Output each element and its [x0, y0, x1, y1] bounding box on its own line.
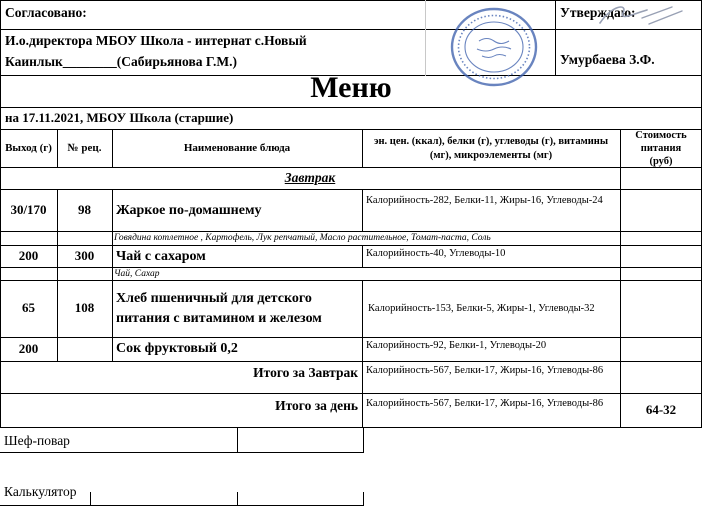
- total-day-cost: 64-32: [645, 401, 677, 417]
- dish-name: Сок фруктовый 0,2: [116, 341, 238, 357]
- grid-line: [0, 361, 702, 362]
- dish-nutrition: Калорийность-282, Белки-11, Жиры-16, Углеводы-24: [366, 195, 603, 206]
- director-line-2: Каинлык________(Сабирьянова Г.М.): [5, 54, 237, 69]
- total-day-nutrition: Калорийность-567, Белки-17, Жиры-16, Углеводы-86: [366, 398, 604, 409]
- total-breakfast-nutrition: Калорийность-567, Белки-17, Жиры-16, Углеводы-86: [366, 365, 604, 376]
- dish-output: 200: [18, 340, 39, 356]
- grid-line: [0, 107, 702, 108]
- dish-name: Чай с сахаром: [116, 248, 206, 264]
- approved-label: Согласовано:: [5, 5, 87, 20]
- col-header-recipe: № рец.: [67, 141, 102, 154]
- grid-line: [362, 189, 363, 232]
- calculator-label: Калькулятор: [4, 484, 77, 499]
- director-line-1: И.о.директора МБОУ Школа - интернат с.Новый: [5, 33, 307, 48]
- dish-recipe-number: 108: [74, 300, 95, 316]
- col-header-nutrition: эн. цен. (ккал), белки (г), углеводы (г), витамины (мг), микроэлементы (мг): [373, 136, 609, 161]
- grid-line: [620, 129, 621, 428]
- dish-output: 30/170: [10, 202, 47, 218]
- dish-output: 65: [22, 300, 35, 316]
- signature-scribble: [592, 1, 692, 31]
- grid-line: [363, 492, 364, 506]
- total-day-label: Итого за день: [275, 398, 358, 413]
- grid-line: [237, 427, 238, 453]
- dish-ingredients: Говядина котлетное , Картофель, Лук репчатый, Масло растительное, Томат-паста, Соль: [114, 233, 491, 243]
- dish-nutrition: Калорийность-40, Углеводы-10: [366, 248, 506, 259]
- grid-line: [0, 393, 702, 394]
- grid-line: [425, 0, 426, 76]
- grid-line: [90, 492, 91, 506]
- grid-line: [0, 427, 702, 428]
- total-breakfast-label: Итого за Завтрак: [253, 365, 358, 380]
- dish-name: Жаркое по-домашнему: [116, 202, 262, 218]
- grid-line: [112, 189, 113, 362]
- grid-line: [362, 245, 363, 268]
- signature-line: [0, 452, 363, 453]
- page-title: Меню: [310, 71, 392, 104]
- dish-nutrition: Калорийность-92, Белки-1, Углеводы-20: [366, 340, 547, 351]
- dish-name: Хлеб пшеничный для детского питания с витамином и железом: [116, 290, 322, 326]
- dish-output: 200: [18, 248, 39, 264]
- dish-nutrition: Калорийность-153, Белки-5, Жиры-1, Углеводы-32: [368, 302, 595, 314]
- menu-date-line: на 17.11.2021, МБОУ Школа (старшие): [5, 110, 234, 125]
- chef-label: Шеф-повар: [4, 433, 70, 448]
- col-header-output: Выход (г): [5, 141, 52, 154]
- section-title-breakfast: Завтрак: [284, 170, 336, 186]
- grid-line: [363, 427, 364, 453]
- dish-ingredients: Чай, Сахар: [114, 269, 160, 279]
- approver-name: Умурбаева З.Ф.: [560, 52, 655, 67]
- signature-line: [0, 505, 363, 506]
- col-header-name: Наименование блюда: [183, 141, 291, 154]
- dish-recipe-number: 300: [74, 248, 95, 264]
- grid-line: [362, 280, 363, 428]
- dish-recipe-number: 98: [78, 202, 91, 218]
- dish-recipe-number: [57, 337, 112, 361]
- approve-label: Утверждаю:: [560, 5, 636, 20]
- grid-line: [237, 492, 238, 506]
- grid-line: [555, 0, 556, 76]
- col-header-cost: Стоимость питания (руб): [635, 129, 687, 168]
